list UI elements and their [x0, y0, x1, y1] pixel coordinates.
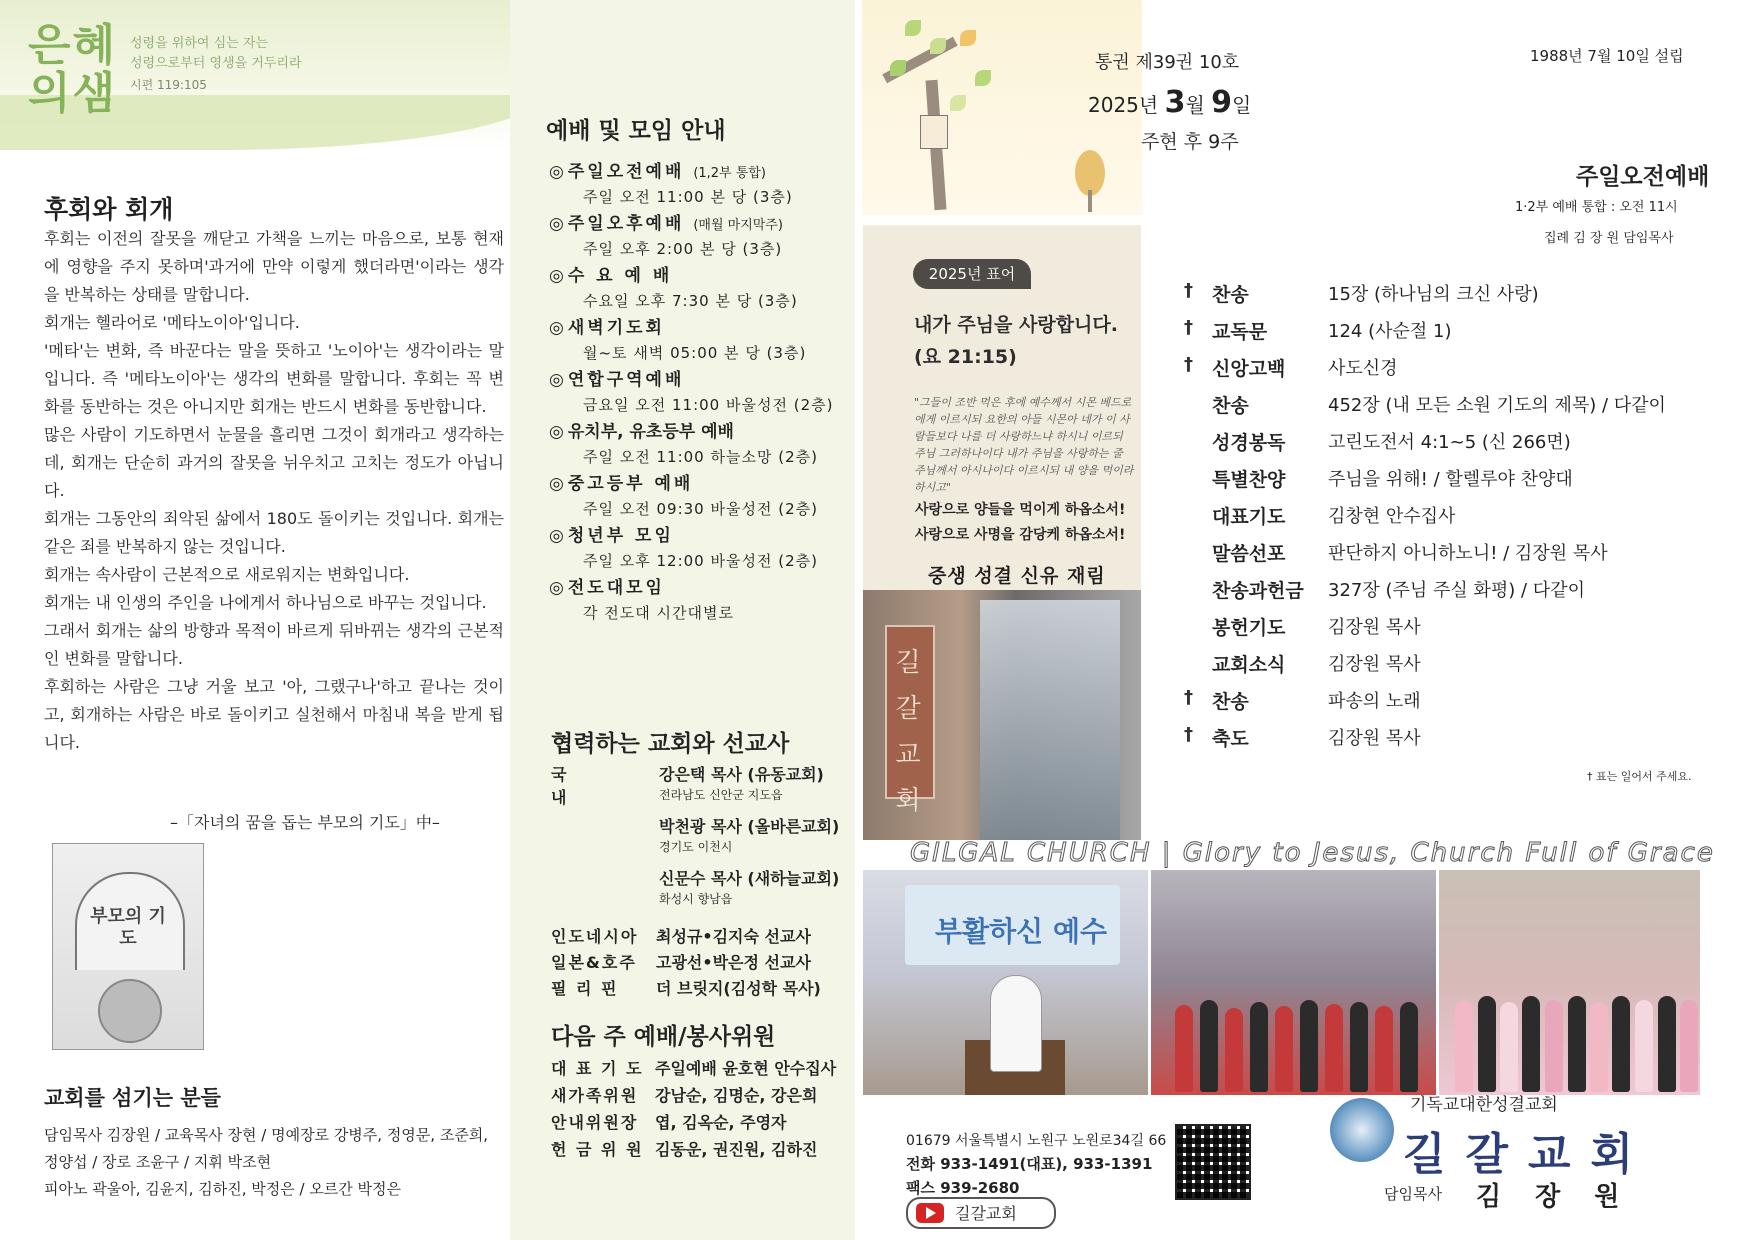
- small-tree-trunk: [1088, 190, 1092, 212]
- author-portrait: [98, 979, 162, 1043]
- worship-name: 중고등부 예배: [567, 474, 694, 494]
- order-subtitle: 1·2부 예배 통합 : 오전 11시: [1515, 200, 1678, 215]
- issue-week: 주현 후 9주: [1141, 131, 1239, 153]
- date-day: 9: [1211, 85, 1233, 120]
- partner-location: 화성시 향남읍: [659, 892, 733, 906]
- denomination: 기독교대한성결교회: [1410, 1095, 1558, 1115]
- church-banner: [910, 838, 1715, 868]
- worship-detail: 수요일 오후 7:30 본 당 (3층): [583, 292, 798, 310]
- worship-item: [549, 368, 849, 417]
- order-value: 김창현 안수집사: [1328, 506, 1456, 527]
- prayer-line1: 사랑으로 양들을 먹이게 하옵소서!: [915, 502, 1126, 518]
- circle-mark-icon: ◎: [549, 162, 564, 182]
- circle-mark-icon: ◎: [549, 214, 564, 234]
- person-figure: [1400, 1002, 1418, 1092]
- worship-item: [549, 264, 849, 313]
- church-emblem-icon: [1330, 1098, 1394, 1162]
- missionary-country: 일본&호주: [551, 953, 637, 972]
- essay-paragraph: 후회하는 사람은 그냥 거울 보고 '아, 그랬구나'하고 끝나는 것이고, 회개하는 사람은 바로 돌이키고 실천해서 마침내 복을 받게 됩니다.: [44, 677, 504, 752]
- missionary-row: [551, 976, 821, 999]
- missionary-names: 더 브릿지(김성학 목사): [656, 979, 821, 998]
- stand-mark-icon: †: [1184, 317, 1193, 338]
- domestic-label: 국내: [551, 765, 597, 807]
- person-figure: [1612, 996, 1630, 1092]
- motto-text: [914, 309, 1134, 373]
- worship-detail: 월~토 새벽 05:00 본 당 (3층): [583, 344, 807, 362]
- order-label: 교회소식: [1212, 654, 1286, 676]
- logo-line1: 은혜: [28, 20, 118, 71]
- person-figure: [1522, 996, 1540, 1092]
- worship-item: [549, 472, 849, 521]
- order-row: [1184, 502, 1704, 538]
- missionary-names: 최성규•김지숙 선교사: [656, 927, 811, 946]
- partner-pastor: 신문수 목사 (새하늘교회): [659, 869, 840, 888]
- order-row: [1184, 576, 1704, 612]
- order-row: [1184, 317, 1704, 353]
- worship-item: [549, 420, 849, 469]
- order-row: [1184, 391, 1704, 427]
- order-label: 찬송: [1212, 395, 1249, 417]
- person-figure: [1300, 1000, 1318, 1092]
- motto-prayer: [915, 498, 1135, 548]
- order-label: 찬송: [1212, 691, 1249, 713]
- essay-paragraph: '메타'는 변화, 즉 바꾼다는 말을 뜻하고 '노이아'는 생각이라는 말입니다. 즉 '메타노이아'는 생각의 변화를 말합니다. 후회는 꼭 변화를 동반하는 것은 아니지만 회개는 반드시 변화를 동반합니다.: [44, 341, 504, 416]
- worship-name: 청년부 모임: [567, 526, 674, 546]
- book-cover-title: 부모의 기도: [90, 906, 166, 949]
- partners-title: 협력하는 교회와 선교사: [551, 731, 790, 757]
- motto-line2: (요 21:15): [914, 346, 1017, 368]
- next-week-value: 강남순, 김명순, 강은희: [655, 1086, 818, 1105]
- building-sign-text: 길갈교회: [895, 648, 921, 816]
- servants-line: 담임목사 김장원 / 교육목사 장현 / 명예장로 강병주, 정영문, 조준희,: [44, 1126, 489, 1144]
- church-address: 01679 서울특별시 노원구 노원로34길 66: [906, 1133, 1167, 1149]
- order-label: 특별찬양: [1212, 469, 1286, 491]
- worship-name: 수 요 예 배: [567, 266, 673, 286]
- next-week-value: 김동운, 권진원, 김하진: [655, 1140, 818, 1159]
- order-row: [1184, 465, 1704, 501]
- motto-verse: "그들이 조반 먹은 후에 예수께서 시몬 베드로에게 이르시되 요한의 아들 시몬아 네가 이 사람들보다 나를 더 사랑하느냐 하시니 이르되 주님 그러하나이다 내가 주님을 사랑하는 줄 주님께서 아시나이다 이르시되 내 양을 먹이라 하시고": [914, 396, 1134, 494]
- servants-title: 교회를 섬기는 분들: [44, 1086, 221, 1110]
- person-figure: [1658, 996, 1676, 1092]
- person-figure: [1275, 1006, 1293, 1092]
- person-figure: [1545, 1000, 1563, 1092]
- essay-paragraph: 회개는 속사람이 근본적으로 새로워지는 변화입니다.: [44, 565, 410, 584]
- person-figure: [1500, 1002, 1518, 1092]
- person-figure: [1250, 1002, 1268, 1092]
- masthead-subtitle: [130, 34, 350, 74]
- photo-banner-text: 부활하신 예수: [935, 915, 1108, 948]
- stand-mark-icon: †: [1184, 280, 1193, 301]
- date-month: 3: [1164, 85, 1186, 120]
- partner-pastor: 강은택 목사 (유동교회): [659, 765, 824, 784]
- order-label: 찬송: [1212, 284, 1249, 306]
- masthead-reference: 시편 119:105: [130, 78, 207, 92]
- order-label: 찬송과헌금: [1212, 580, 1304, 602]
- next-week-label: 안내위원장: [551, 1113, 639, 1132]
- senior-pastor-name: 김장원: [1476, 1182, 1654, 1212]
- order-title: 주일오전예배: [1576, 164, 1710, 190]
- date-prefix: 2025년: [1088, 93, 1165, 117]
- essay-paragraph: 후회는 이전의 잘못을 깨닫고 가책을 느끼는 마음으로, 보통 현재에 영향을 주지 못하며'과거에 만약 이렇게 했더라면'이라는 생각을 반복하는 상태를 말합니다.: [44, 229, 504, 304]
- leaf-icon: [890, 60, 906, 76]
- worship-detail: 주일 오후 2:00 본 당 (3층): [583, 240, 783, 258]
- order-label: 교독문: [1212, 321, 1268, 343]
- worship-guide-list: [549, 160, 849, 628]
- next-week-value: 엽, 김옥순, 주영자: [655, 1113, 787, 1132]
- worship-detail: 주일 오전 11:00 하늘소망 (2층): [583, 448, 818, 466]
- leaf-icon: [905, 20, 921, 36]
- order-label: 말씀선포: [1212, 543, 1286, 565]
- missionary-country: 인도네시아: [551, 927, 639, 946]
- worship-detail: 주일 오전 09:30 바울성전 (2층): [583, 500, 818, 518]
- circle-mark-icon: ◎: [549, 474, 564, 494]
- next-week-label: 헌 금 위 원: [551, 1140, 644, 1159]
- church-fax: 팩스 939-2680: [906, 1179, 1020, 1197]
- order-label: 축도: [1212, 728, 1249, 750]
- servants-line: 피아노 곽울아, 김윤지, 김하진, 박정은 / 오르간 박정은: [44, 1180, 402, 1198]
- subtitle-line1: 성령을 위하여 심는 자는: [130, 36, 268, 51]
- order-value: 327장 (주님 주실 화평) / 다같이: [1328, 580, 1585, 601]
- order-label: 성경봉독: [1212, 432, 1286, 454]
- stand-mark-icon: †: [1184, 687, 1193, 708]
- order-row: [1184, 354, 1704, 390]
- order-value: 124 (사순절 1): [1328, 321, 1452, 342]
- essay-paragraph: 그래서 회개는 삶의 방향과 목적이 바르게 뒤바뀌는 생각의 근본적인 변화를 말합니다.: [44, 621, 504, 668]
- person-figure: [1200, 1000, 1218, 1092]
- order-value: 452장 (내 모든 소원 기도의 제목) / 다같이: [1328, 395, 1666, 416]
- circle-mark-icon: ◎: [549, 422, 564, 442]
- next-week-row: [551, 1110, 787, 1133]
- worship-detail: 금요일 오전 11:00 바울성전 (2층): [583, 396, 834, 414]
- circle-mark-icon: ◎: [549, 318, 564, 338]
- banner-text: GILGAL CHURCH | Glory to Jesus, Church Full of Grace: [910, 838, 1715, 868]
- person-figure: [1375, 1006, 1393, 1092]
- essay-body: [44, 225, 504, 757]
- person-figure: [1325, 1004, 1343, 1092]
- book-cover-image: [52, 843, 204, 1050]
- order-value: 김장원 목사: [1328, 654, 1421, 675]
- next-week-title: 다음 주 예배/봉사위원: [551, 1024, 776, 1050]
- essay-paragraph: 회개는 헬라어로 '메타노이아'입니다.: [44, 313, 300, 332]
- youtube-label[interactable]: 길갈교회: [955, 1204, 1017, 1223]
- person-figure: [1350, 1002, 1368, 1092]
- issue-volume: 통권 제39권 10호: [1095, 52, 1240, 73]
- missionary-row: [551, 924, 811, 947]
- circle-mark-icon: ◎: [549, 526, 564, 546]
- order-row: [1184, 539, 1704, 575]
- worship-name: 주일오후예배: [567, 214, 685, 234]
- motto-tag: 2025년 표어: [913, 259, 1031, 289]
- person-figure: [1590, 1002, 1608, 1092]
- senior-pastor-label: 담임목사: [1384, 1185, 1442, 1203]
- birdhouse-icon: [920, 115, 948, 149]
- worship-guide-title: 예배 및 모임 안내: [546, 118, 726, 144]
- building-glass: [980, 600, 1120, 840]
- stand-note: † 표는 일어서 주세요.: [1587, 770, 1692, 783]
- qr-code-icon[interactable]: [1175, 1124, 1251, 1200]
- order-row: [1184, 613, 1704, 649]
- partner-pastor: 박천광 목사 (올바른교회): [659, 817, 840, 836]
- prayer-line2: 사랑으로 사명을 감당케 하옵소서!: [915, 527, 1126, 543]
- essay-source: –「자녀의 꿈을 돕는 부모의 기도」中–: [170, 813, 440, 832]
- worship-item: [549, 576, 849, 625]
- partner-location: 전라남도 신안군 지도읍: [659, 788, 783, 802]
- leaf-icon: [975, 70, 991, 86]
- stand-mark-icon: †: [1184, 354, 1193, 375]
- worship-item: [549, 212, 849, 261]
- masthead-logo: [28, 22, 128, 118]
- order-value: 사도신경: [1328, 358, 1398, 379]
- person-figure: [1568, 996, 1586, 1092]
- worship-item: [549, 316, 849, 365]
- circle-mark-icon: ◎: [549, 266, 564, 286]
- order-value: 주님을 위해! / 할렐루야 찬양대: [1328, 469, 1573, 490]
- order-value: 김장원 목사: [1328, 728, 1421, 749]
- circle-mark-icon: ◎: [549, 370, 564, 390]
- next-week-label: 새가족위원: [551, 1086, 639, 1105]
- worship-name: 주일오전예배: [567, 162, 685, 182]
- order-row: [1184, 687, 1704, 723]
- essay-paragraph: 회개는 그동안의 죄악된 삶에서 180도 돌이키는 것입니다. 회개는 같은 죄를 반복하지 않는 것입니다.: [44, 509, 504, 556]
- worship-detail: 각 전도대 시간대별로: [583, 604, 734, 622]
- order-value: 파송의 노래: [1328, 691, 1421, 712]
- pastor-figure: [990, 975, 1042, 1072]
- order-value: 판단하지 아니하노니! / 김장원 목사: [1328, 543, 1608, 564]
- church-phone: 전화 933-1491(대표), 933-1391: [906, 1155, 1153, 1173]
- next-week-row: [551, 1056, 836, 1079]
- date-suffix: 일: [1232, 93, 1252, 117]
- person-figure: [1175, 1005, 1193, 1092]
- order-row: [1184, 428, 1704, 464]
- partner-location: 경기도 이천시: [659, 840, 733, 854]
- order-label: 신앙고백: [1212, 358, 1286, 380]
- order-value: 고린도전서 4:1~5 (신 266면): [1328, 432, 1571, 453]
- worship-detail: 주일 오전 11:00 본 당 (3층): [583, 188, 793, 206]
- worship-name: 연합구역예배: [567, 370, 685, 390]
- play-icon: [926, 1207, 936, 1219]
- leaf-icon: [960, 30, 976, 46]
- essay-paragraph: 많은 사람이 기도하면서 눈물을 흘리면 그것이 회개라고 생각하는데, 회개는 단순히 과거의 잘못을 뉘우치고 고치는 정도가 아닙니다.: [44, 425, 504, 500]
- person-figure: [1225, 1008, 1243, 1092]
- worship-name: 새벽기도회: [567, 318, 665, 338]
- date-mid: 월: [1185, 93, 1212, 117]
- order-label: 봉헌기도: [1212, 617, 1286, 639]
- order-label: 대표기도: [1212, 506, 1286, 528]
- subtitle-line2: 성령으로부터 영생을 거두리라: [130, 56, 302, 71]
- circle-mark-icon: ◎: [549, 578, 564, 598]
- order-value: 김장원 목사: [1328, 617, 1421, 638]
- servants-line: 정양섭 / 장로 조윤구 / 지휘 박조현: [44, 1153, 272, 1171]
- stand-mark-icon: †: [1184, 724, 1193, 745]
- motto-line1: 내가 주님을 사랑합니다.: [914, 314, 1118, 336]
- order-officiant: 집례 김 장 원 담임목사: [1544, 231, 1674, 246]
- logo-line2: 의샘: [28, 68, 118, 119]
- issue-date: [1088, 85, 1251, 120]
- worship-name: 전도대모임: [567, 578, 665, 598]
- leaf-icon: [950, 95, 966, 111]
- worship-note: (매월 마지막주): [693, 218, 783, 233]
- person-figure: [1680, 1000, 1698, 1092]
- missionary-country: 필 리 핀: [551, 979, 619, 998]
- person-figure: [1455, 1000, 1473, 1092]
- person-figure: [1635, 1000, 1653, 1092]
- next-week-row: [551, 1083, 817, 1106]
- worship-note: (1,2부 통합): [693, 166, 766, 181]
- next-week-label: 대 표 기 도: [551, 1059, 644, 1078]
- church-name: 길갈교회: [1403, 1129, 1654, 1180]
- order-row: [1184, 280, 1704, 316]
- next-week-value: 주일예배 윤호현 안수집사: [655, 1059, 837, 1078]
- next-week-row: [551, 1137, 817, 1160]
- missionary-names: 고광선•박은정 선교사: [656, 953, 811, 972]
- choir-photo: [1151, 870, 1436, 1095]
- worship-item: [549, 524, 849, 573]
- motto-slogan: 중생 성결 신유 재림: [928, 565, 1106, 587]
- order-row: [1184, 650, 1704, 686]
- worship-item: [549, 160, 849, 209]
- leaf-icon: [930, 38, 946, 54]
- order-value: 15장 (하나님의 크신 사랑): [1328, 284, 1539, 305]
- servants-list: [44, 1122, 514, 1203]
- established-date: 1988년 7월 10일 설립: [1530, 47, 1684, 65]
- worship-name: 유치부, 유초등부 예배: [567, 422, 734, 442]
- worship-detail: 주일 오후 12:00 바울성전 (2층): [583, 552, 818, 570]
- missionary-row: [551, 950, 811, 973]
- person-figure: [1478, 996, 1496, 1092]
- order-row: [1184, 724, 1704, 760]
- essay-paragraph: 회개는 내 인생의 주인을 나에게서 하나님으로 바꾸는 것입니다.: [44, 593, 487, 612]
- essay-title: 후회와 회개: [44, 195, 174, 224]
